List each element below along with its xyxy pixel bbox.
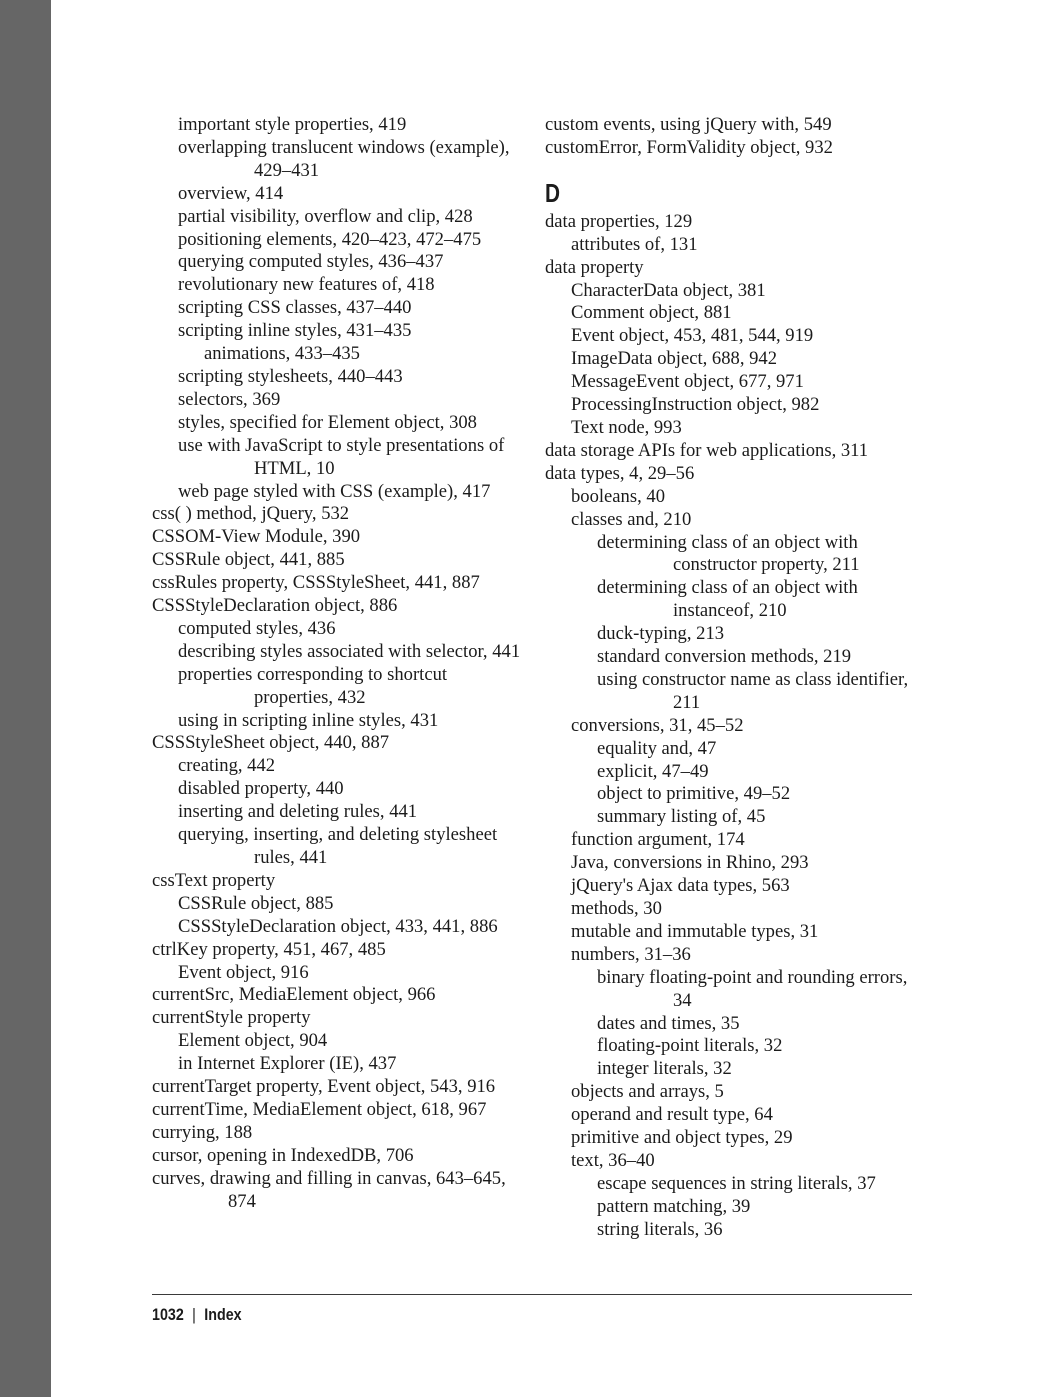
index-subentry: describing styles associated with selector, 441 [178, 640, 521, 662]
index-subentry: scripting CSS classes, 437–440 [178, 297, 412, 319]
index-subentry: primitive and object types, 29 [571, 1127, 793, 1149]
index-subentry: CSSStyleDeclaration object, 433, 441, 886 [178, 915, 498, 937]
index-subentry: ImageData object, 688, 942 [571, 348, 778, 370]
index-subsubentry: pattern matching, 39 [597, 1195, 751, 1217]
index-subsubentry: animations, 433–435 [204, 343, 360, 365]
index-subsubentry: determining class of an object with instanceof, 210 [597, 577, 858, 622]
footer-rule [152, 1294, 912, 1295]
index-entry: cssText property [152, 869, 276, 891]
index-entry: currentStyle property [152, 1007, 311, 1029]
index-subsubentry: floating-point literals, 32 [597, 1035, 783, 1057]
index-subentry: inserting and deleting rules, 441 [178, 801, 418, 823]
index-subentry: function argument, 174 [571, 829, 745, 851]
index-subentry: Text node, 993 [571, 416, 682, 438]
index-subsubentry: dates and times, 35 [597, 1012, 740, 1034]
index-subentry: operand and result type, 64 [571, 1104, 773, 1126]
index-subentry: creating, 442 [178, 755, 276, 777]
index-entry: custom events, using jQuery with, 549 [545, 114, 832, 135]
index-entry: currying, 188 [152, 1121, 253, 1143]
index-entry: cursor, opening in IndexedDB, 706 [152, 1144, 414, 1166]
index-subsubentry: string literals, 36 [597, 1218, 723, 1240]
index-subentry: conversions, 31, 45–52 [571, 714, 744, 736]
footer-separator: | [192, 1305, 196, 1324]
index-subentry: Element object, 904 [178, 1030, 328, 1052]
index-entry: data storage APIs for web applications, 311 [545, 439, 869, 461]
index-subentry: properties corresponding to shortcut properties, 432 [178, 663, 448, 708]
index-subentry: web page styled with CSS (example), 417 [178, 480, 491, 502]
index-subentry: partial visibility, overflow and clip, 428 [178, 205, 473, 227]
index-subentry: Java, conversions in Rhino, 293 [571, 852, 809, 874]
index-subentry: scripting inline styles, 431–435 [178, 320, 412, 342]
index-entry: css( ) method, jQuery, 532 [152, 503, 350, 525]
index-subentry: methods, 30 [571, 898, 662, 919]
index-entry: currentTarget property, Event object, 543, 916 [152, 1076, 496, 1098]
index-subsubentry: determining class of an object with constructor property, 211 [597, 531, 860, 576]
page-footer [152, 1304, 242, 1326]
index-subentry: revolutionary new features of, 418 [178, 274, 435, 296]
index-subentry: ProcessingInstruction object, 982 [571, 394, 820, 416]
index-subentry: mutable and immutable types, 31 [571, 920, 819, 942]
index-subsubentry: object to primitive, 49–52 [597, 783, 791, 805]
index-subentry: use with JavaScript to style presentations of HTML, 10 [178, 434, 505, 479]
index-entry: data types, 4, 29–56 [545, 462, 695, 484]
index-subentry: booleans, 40 [571, 485, 665, 507]
index-entry: CSSRule object, 441, 885 [152, 549, 345, 571]
index-subentry: numbers, 31–36 [571, 943, 691, 965]
index-subentry: Event object, 453, 481, 544, 919 [571, 325, 814, 347]
index-entry: data property [545, 256, 644, 278]
index-subsubentry: binary floating-point and rounding errors, 34 [597, 966, 908, 1011]
page-number: 1032 [152, 1305, 184, 1324]
index-subentry: styles, specified for Element object, 308 [178, 411, 477, 433]
index-subsubentry: integer literals, 32 [597, 1058, 732, 1080]
page-edge-bar [0, 0, 51, 1397]
index-subentry: MessageEvent object, 677, 971 [571, 371, 804, 393]
index-subentry: using in scripting inline styles, 431 [178, 709, 439, 731]
index-subentry: important style properties, 419 [178, 114, 407, 135]
index-column-right [545, 114, 917, 1242]
index-subsubentry: escape sequences in string literals, 37 [597, 1172, 876, 1194]
index-subsubentry: standard conversion methods, 219 [597, 646, 852, 668]
index-subentry: CSSRule object, 885 [178, 892, 334, 914]
index-subentry: disabled property, 440 [178, 778, 344, 800]
index-subentry: positioning elements, 420–423, 472–475 [178, 228, 482, 250]
index-subentry: jQuery's Ajax data types, 563 [571, 875, 790, 897]
index-entry: ctrlKey property, 451, 467, 485 [152, 938, 386, 960]
index-subentry: scripting stylesheets, 440–443 [178, 365, 403, 387]
index-entry: CSSStyleSheet object, 440, 887 [152, 732, 390, 754]
index-entry: CSSOM-View Module, 390 [152, 526, 361, 548]
index-entry: data properties, 129 [545, 210, 693, 232]
index-entry: customError, FormValidity object, 932 [545, 136, 833, 158]
index-subentry: selectors, 369 [178, 388, 281, 410]
index-entry: CSSStyleDeclaration object, 886 [152, 595, 398, 617]
index-subentry: computed styles, 436 [178, 617, 336, 639]
index-subsubentry: duck-typing, 213 [597, 623, 725, 645]
index-subsubentry: using constructor name as class identifier, 211 [597, 668, 909, 713]
index-subentry: classes and, 210 [571, 508, 692, 530]
index-subsubentry: explicit, 47–49 [597, 760, 709, 782]
index-subentry: overlapping translucent windows (example), 429–431 [178, 136, 510, 181]
index-entry: currentTime, MediaElement object, 618, 967 [152, 1098, 487, 1120]
index-subentry: in Internet Explorer (IE), 437 [178, 1053, 397, 1075]
index-subentry: objects and arrays, 5 [571, 1081, 724, 1103]
index-subentry: overview, 414 [178, 182, 284, 204]
index-subentry: attributes of, 131 [571, 233, 698, 255]
index-subsubentry: equality and, 47 [597, 737, 717, 759]
index-subentry: Comment object, 881 [571, 302, 732, 324]
index-subentry: Event object, 916 [178, 961, 309, 983]
section-heading: D [545, 177, 561, 208]
index-entry: currentSrc, MediaElement object, 966 [152, 984, 436, 1006]
index-subentry: text, 36–40 [571, 1149, 655, 1171]
index-subentry: CharacterData object, 381 [571, 279, 766, 301]
index-entry: curves, drawing and filling in canvas, 643–645, 874 [152, 1167, 506, 1212]
index-subentry: querying, inserting, and deleting stylesheet rules, 441 [178, 824, 498, 868]
index-entry: cssRules property, CSSStyleSheet, 441, 887 [152, 572, 480, 594]
footer-section-title: Index [204, 1305, 242, 1324]
index-subentry: querying computed styles, 436–437 [178, 251, 444, 273]
index-column-left [152, 114, 528, 1214]
index-subsubentry: summary listing of, 45 [597, 806, 766, 828]
